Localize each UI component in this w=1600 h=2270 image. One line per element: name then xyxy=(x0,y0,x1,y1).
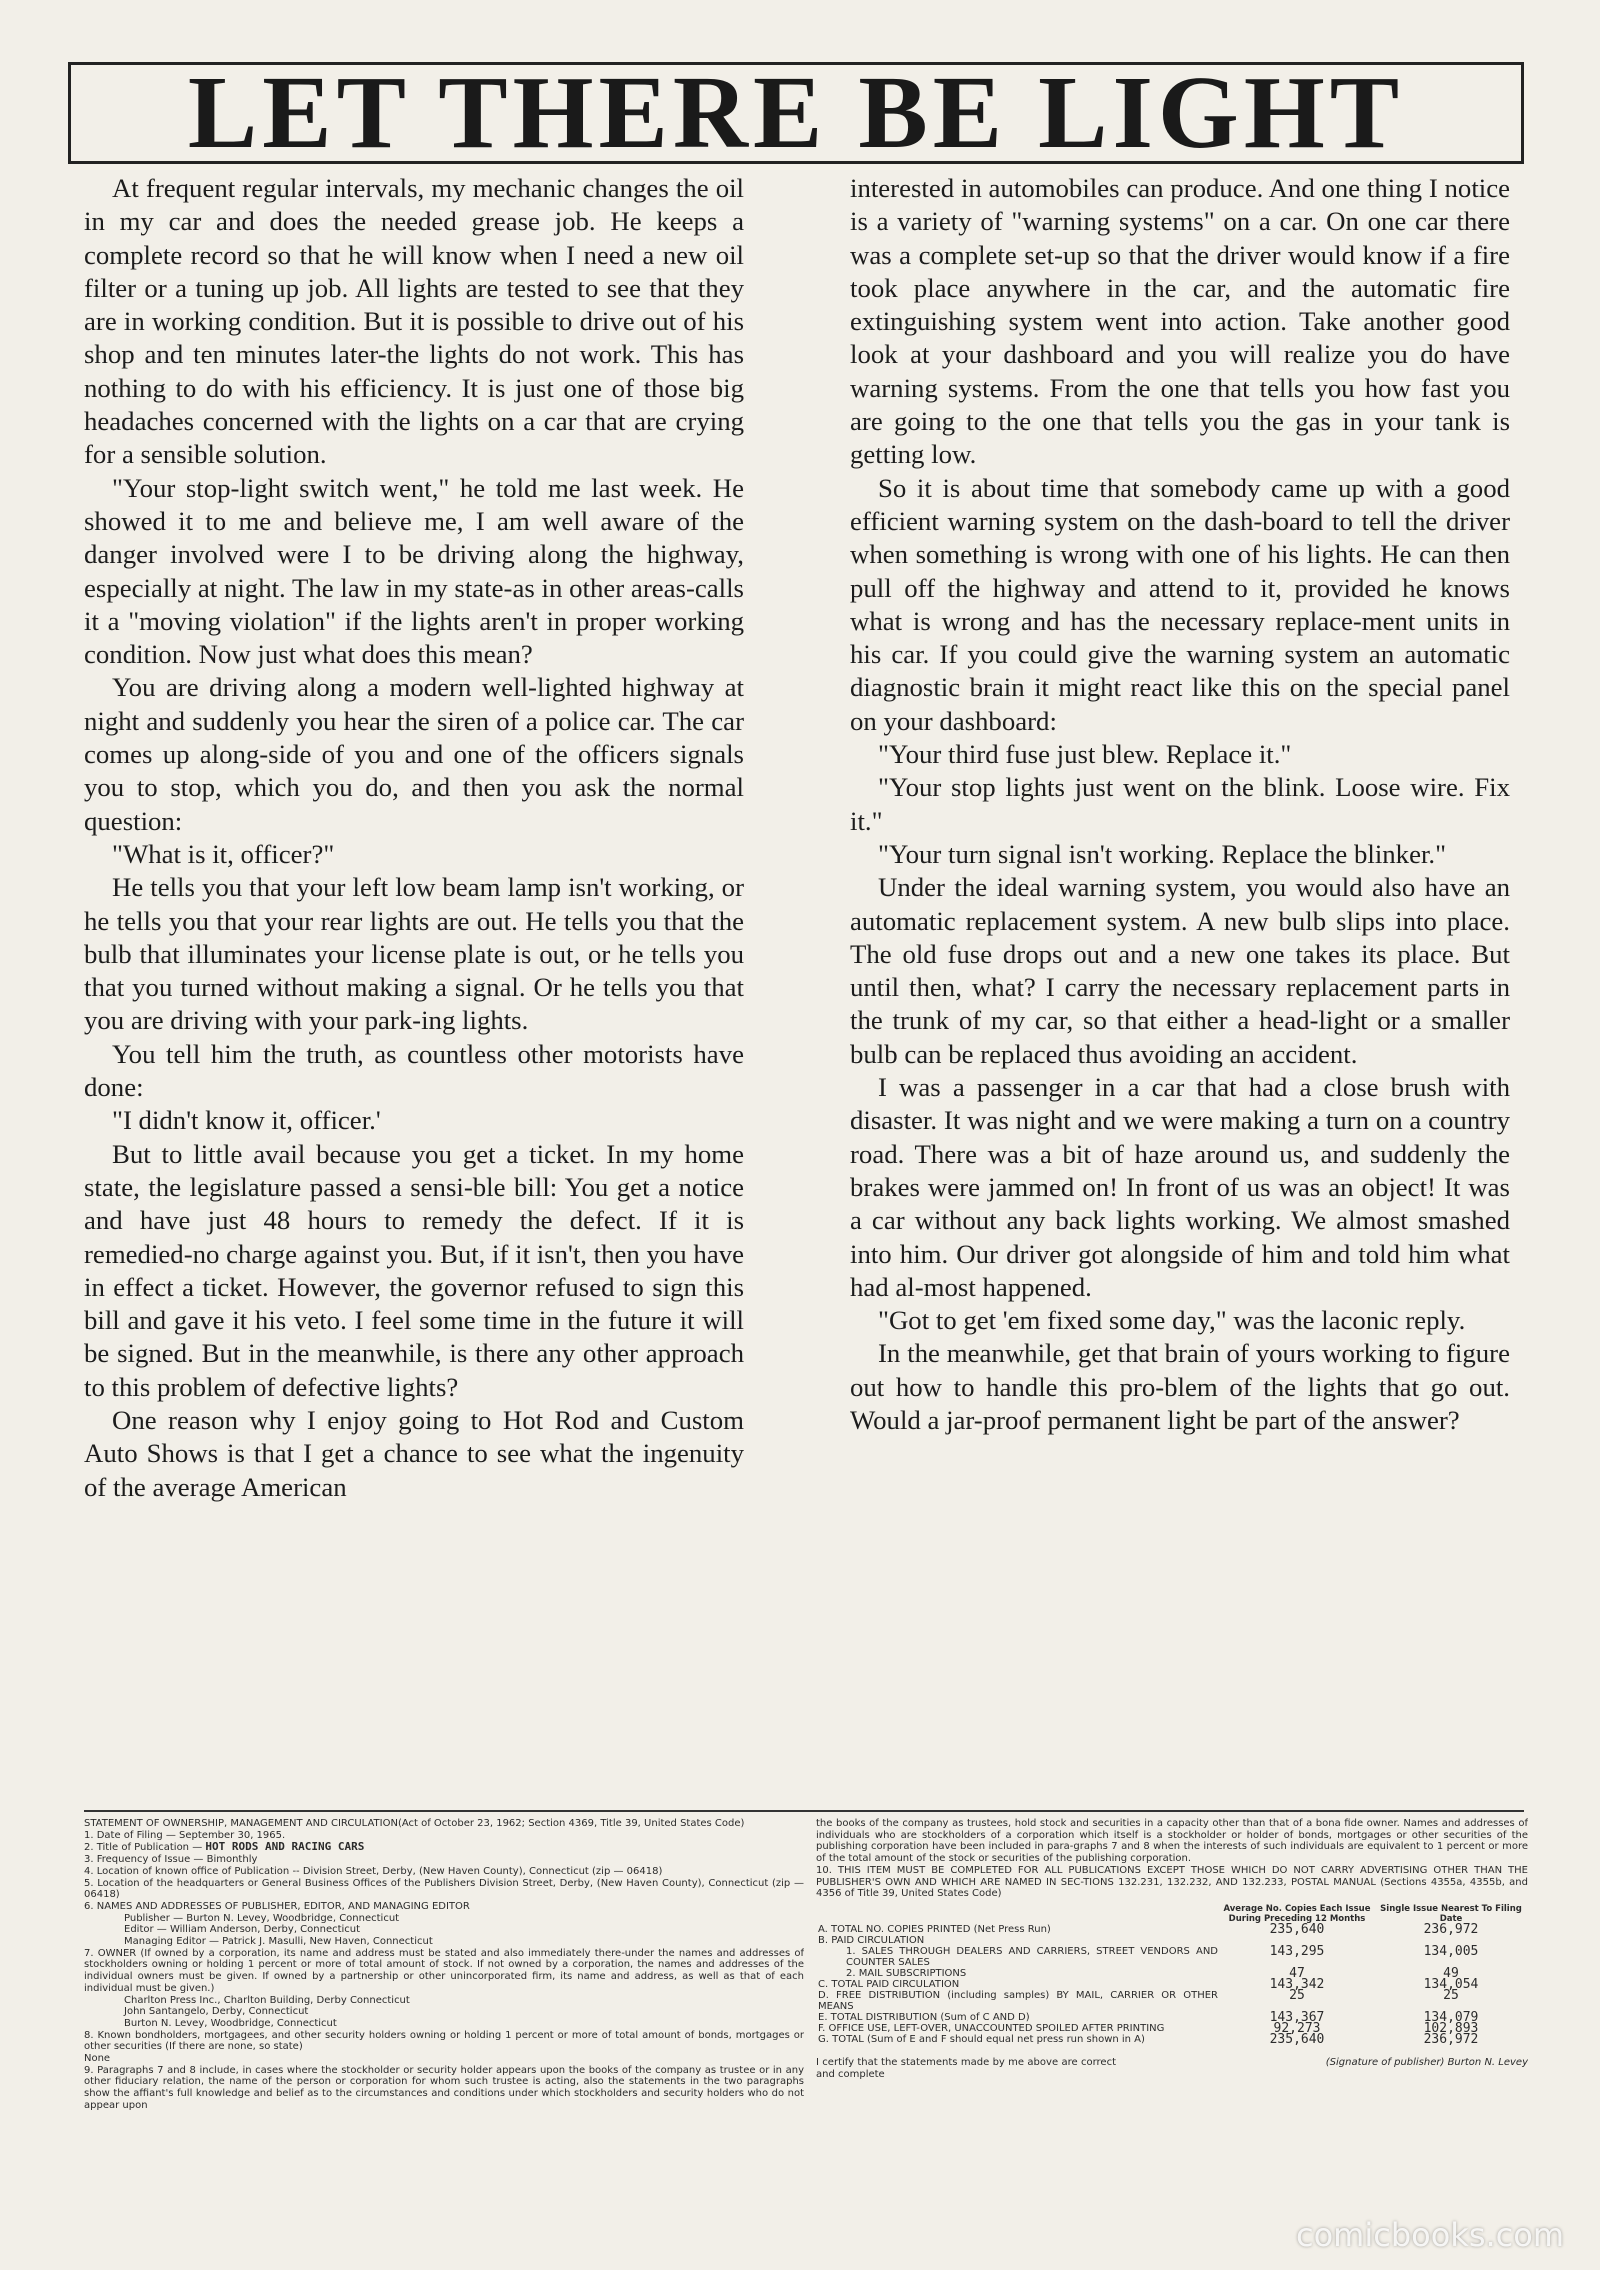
paragraph: "Got to get 'em fixed some day," was the laconic reply. xyxy=(878,1305,1466,1336)
statement-item xyxy=(84,1841,804,1854)
statement-heading: STATEMENT OF OWNERSHIP, MANAGEMENT AND CIRCULATION(Act of October 23, 1962; Section 4369, Title 39, United States Code) xyxy=(84,1818,745,1829)
single-value: 236,972 xyxy=(1423,1921,1479,1937)
paragraph: You tell him the truth, as countless other motorists have done: xyxy=(84,1038,744,1103)
statement-item: the books of the company as trustees, hold stock and securities in a capacity other than that of a bona fide owner. Names and addresses of individuals who are stockholders of a corporation which itself is a stockholder or holder of bonds, mortgages or other securities of the publishing corporation have been included in para-graphs 7 and 8 when the interests of such individuals are equivalent to 1 percent or more of the total amount of the stock or securities of the publishing corporation. xyxy=(816,1818,1528,1865)
paragraph: He tells you that your left low beam lamp isn't working, or he tells you that your rear lights are out. He tells you that the bulb that illuminates your license plate is out, or he tells you that you turned without making a signal. Or he tells you that you are driving with your park-ing lights. xyxy=(84,872,744,1036)
statement-item: 9. Paragraphs 7 and 8 include, in cases where the stockholder or security holder appears upon the books of the company as trustee or in any other fiduciary relation, the name of the person or corporation for whom such trustee is acting, also the statements in the two paragraphs show the affiant's full knowledge and belief as to the circumstances and conditions under which stockholders and security holders who do not appear upon xyxy=(84,2064,804,2111)
table-header-row xyxy=(816,1904,1528,1924)
statement-subitem: Publisher — Burton N. Levey, Woodbridge, Connecticut xyxy=(124,1912,400,1924)
page-title: LET THERE BE LIGHT xyxy=(187,55,1405,170)
title-box xyxy=(68,55,1524,170)
statement-label: 2. Title of Publication — xyxy=(84,1842,203,1854)
table-row xyxy=(816,1968,1528,1979)
statement-item: 4. Location of known office of Publication -- Division Street, Derby, (New Haven County), Connecticut (zip — 06418) xyxy=(84,1865,663,1877)
statement-item: None xyxy=(84,2053,111,2065)
paragraph: In the meanwhile, get that brain of yours working to figure out how to handle this pro-blem of the lights that go out. Would a jar-proof permanent light be part of the answer? xyxy=(850,1338,1510,1435)
statement-subitem: Burton N. Levey, Woodbridge, Connecticut xyxy=(124,2017,337,2029)
avg-value: 143,295 xyxy=(1269,1943,1325,1959)
statement-subitem: Managing Editor — Patrick J. Masulli, New Haven, Connecticut xyxy=(124,1936,433,1948)
ownership-statement-right xyxy=(816,1818,1528,2228)
paragraph: But to little avail because you get a ticket. In my home state, the legislature passed a sensi-ble bill: You get a notice and have just 48 hours to remedy the defect. If it is remedied-no charge against you. But, if it isn't, then you have in effect a ticket. However, the governor refused to sign this bill and gave it his veto. I feel some time in the future it will be signed. But in the meanwhile, is there any other approach to this problem of defective lights? xyxy=(84,1138,744,1402)
divider xyxy=(84,1810,1524,1812)
statement-subitem: Editor — William Anderson, Derby, Connecticut xyxy=(124,1924,361,1936)
avg-value: 143,342 xyxy=(1269,1976,1325,1992)
single-value: 134,079 xyxy=(1423,2009,1479,2025)
table-row xyxy=(816,2034,1528,2045)
avg-value: 235,640 xyxy=(1269,1921,1325,1937)
row-label: A. TOTAL NO. COPIES PRINTED (Net Press Run) xyxy=(818,1923,1051,1935)
table-row xyxy=(816,1935,1528,1946)
single-value: 102,893 xyxy=(1423,2020,1479,2036)
paragraph: One reason why I enjoy going to Hot Rod and Custom Auto Shows is that I get a chance to see what the ingenuity of the average American xyxy=(84,1404,744,1502)
column-header: Single Issue Nearest To Filing Date xyxy=(1380,1903,1522,1924)
paragraph: "What is it, officer?" xyxy=(112,838,335,869)
table-row xyxy=(816,1979,1528,1990)
avg-value: 143,367 xyxy=(1269,2009,1325,2025)
row-label: G. TOTAL (Sum of E and F should equal net press run shown in A) xyxy=(818,2033,1145,2045)
table-row xyxy=(816,1924,1528,1935)
paragraph: You are driving along a modern well-lighted highway at night and suddenly you hear the siren of a police car. The car comes up along-side of you and one of the officers signals you to stop, which you do, and then you ask the normal question: xyxy=(84,672,744,836)
row-label: C. TOTAL PAID CIRCULATION xyxy=(818,1978,960,1990)
certification xyxy=(816,2057,1528,2080)
single-value: 134,005 xyxy=(1423,1943,1479,1959)
statement-item: 1. Date of Filing — September 30, 1965. xyxy=(84,1829,286,1841)
avg-value: 47 xyxy=(1289,1965,1305,1981)
paragraph: Under the ideal warning system, you would also have an automatic replacement system. A new bulb slips into place. The old fuse drops out and a new one takes its place. But until then, what? I carry the necessary replacement parts in the trunk of my car, so that either a head-light or a smaller bulb can be replaced thus avoiding an accident. xyxy=(850,872,1510,1069)
avg-value: 25 xyxy=(1289,1987,1305,2003)
paragraph: interested in automobiles can produce. And one thing I notice is a variety of "warning systems" on a car. On one car there was a complete set-up so that the driver would know if a fire took place anywhere in the car, and the automatic fire extinguishing system went into action. Take another good look at your dashboard and you will realize you do have warning systems. From the one that tells you how fast you are going to the one that tells you the gas in your tank is getting low. xyxy=(850,173,1510,470)
table-row xyxy=(816,2012,1528,2023)
statement-item: 5. Location of the headquarters or General Business Offices of the Publishers Division Street, Derby, (New Haven County), Connecticut (zip — 06418) xyxy=(84,1877,804,1901)
paragraph: "Your stop lights just went on the blink. Loose wire. Fix it." xyxy=(850,772,1510,836)
single-value: 236,972 xyxy=(1423,2031,1479,2047)
statement-item: 6. NAMES AND ADDRESSES OF PUBLISHER, EDITOR, AND MANAGING EDITOR xyxy=(84,1900,470,1912)
article-column-right xyxy=(850,172,1510,1802)
circulation-table xyxy=(816,1904,1528,2045)
publication-title: HOT RODS AND RACING CARS xyxy=(205,1840,365,1854)
paragraph: "I didn't know it, officer.' xyxy=(112,1105,381,1136)
row-label: 2. MAIL SUBSCRIPTIONS xyxy=(846,1967,967,1979)
avg-value: 235,640 xyxy=(1269,2031,1325,2047)
table-row xyxy=(816,1946,1528,1968)
row-label: B. PAID CIRCULATION xyxy=(818,1934,925,1946)
statement-item: 8. Known bondholders, mortgagees, and other security holders owning or holding 1 percent or more of total amount of bonds, mortgages or other securities (If there are none, so state) xyxy=(84,2029,804,2053)
paragraph: "Your turn signal isn't working. Replace the blinker." xyxy=(878,838,1447,869)
paragraph: I was a passenger in a car that had a close brush with disaster. It was night and we were making a turn on a country road. There was a bit of haze around us, and suddenly the brakes were jammed on! In front of us was an object! It was a car without any back lights working. We almost smashed into him. Our driver got alongside of him and told him what had al-most happened. xyxy=(850,1072,1510,1302)
column-header: Average No. Copies Each Issue During Preceding 12 Months xyxy=(1223,1903,1371,1924)
article-column-left xyxy=(84,172,744,1802)
certify-text: I certify that the statements made by me above are correct and complete xyxy=(816,2056,1116,2080)
paragraph: So it is about time that somebody came up with a good efficient warning system on the dash-board to tell the driver when something is wrong with one of his lights. He can then pull off the highway and attend to it, provided he knows what is wrong and has the necessary replace-ment units in his car. If you could give the warning system an automatic diagnostic brain it might react like this on the special panel on your dashboard: xyxy=(850,472,1510,736)
single-value: 134,054 xyxy=(1423,1976,1479,1992)
single-value: 25 xyxy=(1443,1987,1459,2003)
paragraph: At frequent regular intervals, my mechanic changes the oil in my car and does the needed grease job. He keeps a complete record so that he will know when I need a new oil filter or a tuning up job. All lights are tested to see that they are in working condition. But it is possible to drive out of his shop and ten minutes later-the lights do not work. This has nothing to do with his efficiency. It is just one of those big headaches concerned with the lights on a car that are crying for a sensible solution. xyxy=(84,173,744,470)
watermark: comicbooks.com xyxy=(1295,2216,1564,2254)
statement-item: 3. Frequency of Issue — Bimonthly xyxy=(84,1854,258,1866)
avg-value: 92,273 xyxy=(1273,2020,1321,2036)
table-row xyxy=(816,2023,1528,2034)
publisher-signature: (Signature of publisher) Burton N. Levey xyxy=(1325,2056,1528,2068)
row-label: F. OFFICE USE, LEFT-OVER, UNACCOUNTED SPOILED AFTER PRINTING xyxy=(818,2022,1165,2034)
statement-subitem: John Santangelo, Derby, Connecticut xyxy=(124,2006,309,2018)
statement-item: 7. OWNER (If owned by a corporation, its name and address must be stated and also immediately there-under the names and addresses of stockholders owning or holding 1 percent or more of total amount of stock. If not owned by a corporation, the names and addresses of the individual owners must be given. If owned by a partnership or other unincorporated firm, its name and address, as well as that of each individual must be given.) xyxy=(84,1947,804,1994)
paragraph: "Your third fuse just blew. Replace it." xyxy=(878,739,1292,770)
row-label: E. TOTAL DISTRIBUTION (Sum of C AND D) xyxy=(818,2011,1030,2023)
statement-item: 10. THIS ITEM MUST BE COMPLETED FOR ALL PUBLICATIONS EXCEPT THOSE WHICH DO NOT CARRY ADVERTISING OTHER THAN THE PUBLISHER'S OWN AND WHICH ARE NAMED IN SEC-TIONS 132.231, 132.232, AND 132.233, POSTAL MANUAL (Sections 4355a, 4355b, and 4356 of Title 39, United States Code) xyxy=(816,1864,1528,1900)
statement-subitem: Charlton Press Inc., Charlton Building, Derby Connecticut xyxy=(124,1994,410,2006)
table-row xyxy=(816,1990,1528,2012)
row-label: D. FREE DISTRIBUTION (including samples) BY MAIL, CARRIER OR OTHER MEANS xyxy=(818,1989,1218,2012)
paragraph: "Your stop-light switch went," he told me last week. He showed it to me and believe me, I am well aware of the danger involved were I to be driving along the highway, especially at night. The law in my state-as in other areas-calls it a "moving violation" if the lights aren't in proper working condition. Now just what does this mean? xyxy=(84,472,744,670)
ownership-statement-left xyxy=(84,1818,804,2228)
row-label: 1. SALES THROUGH DEALERS AND CARRIERS, STREET VENDORS AND COUNTER SALES xyxy=(846,1945,1218,1968)
single-value: 49 xyxy=(1443,1965,1459,1981)
